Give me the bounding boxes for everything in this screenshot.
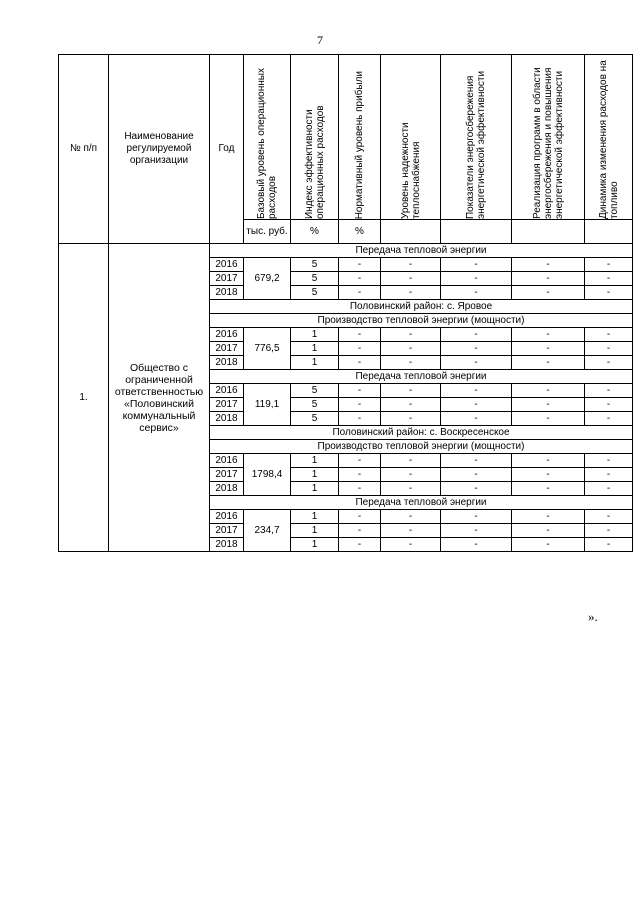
fuel-cell: - (585, 412, 633, 426)
year-cell: 2016 (210, 258, 244, 272)
energy-saving-cell: - (441, 412, 512, 426)
reliability-cell: - (381, 510, 441, 524)
energy-saving-cell: - (441, 384, 512, 398)
index-cell: 5 (291, 272, 339, 286)
profit-cell: - (339, 258, 381, 272)
energy-saving-cell: - (441, 454, 512, 468)
index-cell: 5 (291, 384, 339, 398)
unit-empty (512, 220, 585, 244)
fuel-cell: - (585, 482, 633, 496)
year-cell: 2018 (210, 286, 244, 300)
year-cell: 2016 (210, 384, 244, 398)
index-cell: 5 (291, 258, 339, 272)
year-cell: 2017 (210, 342, 244, 356)
energy-saving-cell: - (441, 258, 512, 272)
year-cell: 2018 (210, 412, 244, 426)
reliability-cell: - (381, 482, 441, 496)
year-cell: 2018 (210, 356, 244, 370)
energy-saving-cell: - (441, 538, 512, 552)
fuel-cell: - (585, 524, 633, 538)
year-cell: 2017 (210, 272, 244, 286)
unit-empty (585, 220, 633, 244)
fuel-cell: - (585, 454, 633, 468)
programs-cell: - (512, 454, 585, 468)
programs-cell: - (512, 286, 585, 300)
fuel-cell: - (585, 258, 633, 272)
year-cell: 2016 (210, 454, 244, 468)
header-fuel: Динамика изменения расходов на топливо (585, 55, 633, 220)
index-cell: 1 (291, 356, 339, 370)
reliability-cell: - (381, 412, 441, 426)
unit-index: % (291, 220, 339, 244)
year-cell: 2018 (210, 538, 244, 552)
profit-cell: - (339, 328, 381, 342)
header-num: № п/п (59, 55, 109, 244)
fuel-cell: - (585, 398, 633, 412)
profit-cell: - (339, 384, 381, 398)
header-index: Индекс эффективности операционных расходов (291, 55, 339, 220)
base-value-cell: 119,1 (244, 384, 291, 426)
energy-saving-cell: - (441, 356, 512, 370)
header-programs: Реализация программ в области энергосбережения и повышения энергетической эффективности (512, 55, 585, 220)
profit-cell: - (339, 510, 381, 524)
fuel-cell: - (585, 286, 633, 300)
programs-cell: - (512, 482, 585, 496)
unit-profit: % (339, 220, 381, 244)
profit-cell: - (339, 412, 381, 426)
index-cell: 1 (291, 342, 339, 356)
energy-saving-cell: - (441, 398, 512, 412)
index-cell: 1 (291, 524, 339, 538)
energy-saving-cell: - (441, 524, 512, 538)
activity-row (59, 244, 633, 258)
fuel-cell: - (585, 342, 633, 356)
energy-saving-cell: - (441, 468, 512, 482)
district-label: Половинский район: с. Воскресенское (210, 426, 633, 440)
base-value-cell: 776,5 (244, 328, 291, 370)
fuel-cell: - (585, 468, 633, 482)
year-cell: 2018 (210, 482, 244, 496)
programs-cell: - (512, 328, 585, 342)
year-cell: 2017 (210, 524, 244, 538)
header-reliability: Уровень надежности теплоснабжения (381, 55, 441, 220)
base-value-cell: 679,2 (244, 258, 291, 300)
fuel-cell: - (585, 272, 633, 286)
programs-cell: - (512, 384, 585, 398)
reliability-cell: - (381, 468, 441, 482)
profit-cell: - (339, 538, 381, 552)
energy-saving-cell: - (441, 510, 512, 524)
energy-saving-cell: - (441, 328, 512, 342)
header-base: Базовый уровень операционных расходов (244, 55, 291, 220)
activity-label: Передача тепловой энергии (210, 496, 633, 510)
fuel-cell: - (585, 510, 633, 524)
unit-empty (441, 220, 512, 244)
reliability-cell: - (381, 356, 441, 370)
unit-empty (381, 220, 441, 244)
reliability-cell: - (381, 258, 441, 272)
reliability-cell: - (381, 454, 441, 468)
index-cell: 1 (291, 510, 339, 524)
index-cell: 1 (291, 454, 339, 468)
reliability-cell: - (381, 538, 441, 552)
header-profit: Нормативный уровень прибыли (339, 55, 381, 220)
programs-cell: - (512, 510, 585, 524)
fuel-cell: - (585, 356, 633, 370)
index-cell: 1 (291, 468, 339, 482)
reliability-cell: - (381, 384, 441, 398)
profit-cell: - (339, 356, 381, 370)
energy-saving-cell: - (441, 272, 512, 286)
year-cell: 2016 (210, 328, 244, 342)
closing-mark: ». (588, 609, 598, 624)
reliability-cell: - (381, 342, 441, 356)
profit-cell: - (339, 524, 381, 538)
programs-cell: - (512, 524, 585, 538)
index-cell: 1 (291, 328, 339, 342)
programs-cell: - (512, 398, 585, 412)
profit-cell: - (339, 454, 381, 468)
activity-label: Производство тепловой энергии (мощности) (210, 314, 633, 328)
index-cell: 1 (291, 482, 339, 496)
index-cell: 5 (291, 398, 339, 412)
header-energy-saving: Показатели энергосбережения энергетической эффективности (441, 55, 512, 220)
base-value-cell: 1798,4 (244, 454, 291, 496)
reliability-cell: - (381, 272, 441, 286)
index-cell: 5 (291, 412, 339, 426)
profit-cell: - (339, 398, 381, 412)
profit-cell: - (339, 286, 381, 300)
programs-cell: - (512, 342, 585, 356)
tariff-table (58, 54, 633, 552)
programs-cell: - (512, 538, 585, 552)
activity-label: Передача тепловой энергии (210, 244, 633, 258)
reliability-cell: - (381, 398, 441, 412)
year-cell: 2017 (210, 468, 244, 482)
fuel-cell: - (585, 384, 633, 398)
activity-label: Передача тепловой энергии (210, 370, 633, 384)
fuel-cell: - (585, 328, 633, 342)
header-org: Наименование регулируемой организации (109, 55, 210, 244)
base-value-cell: 234,7 (244, 510, 291, 552)
org-number: 1. (59, 244, 109, 552)
header-row (59, 55, 633, 220)
activity-label: Производство тепловой энергии (мощности) (210, 440, 633, 454)
profit-cell: - (339, 468, 381, 482)
energy-saving-cell: - (441, 482, 512, 496)
index-cell: 1 (291, 538, 339, 552)
header-year: Год (210, 55, 244, 244)
profit-cell: - (339, 482, 381, 496)
district-label: Половинский район: с. Яровое (210, 300, 633, 314)
page-number: 7 (317, 33, 323, 47)
unit-base: тыс. руб. (244, 220, 291, 244)
year-cell: 2017 (210, 398, 244, 412)
index-cell: 5 (291, 286, 339, 300)
energy-saving-cell: - (441, 286, 512, 300)
programs-cell: - (512, 272, 585, 286)
profit-cell: - (339, 272, 381, 286)
org-name: Общество с ограниченной ответственностью «Половинский коммунальный сервис» (109, 244, 210, 552)
programs-cell: - (512, 258, 585, 272)
programs-cell: - (512, 412, 585, 426)
reliability-cell: - (381, 524, 441, 538)
profit-cell: - (339, 342, 381, 356)
energy-saving-cell: - (441, 342, 512, 356)
programs-cell: - (512, 468, 585, 482)
year-cell: 2016 (210, 510, 244, 524)
reliability-cell: - (381, 286, 441, 300)
reliability-cell: - (381, 328, 441, 342)
fuel-cell: - (585, 538, 633, 552)
programs-cell: - (512, 356, 585, 370)
